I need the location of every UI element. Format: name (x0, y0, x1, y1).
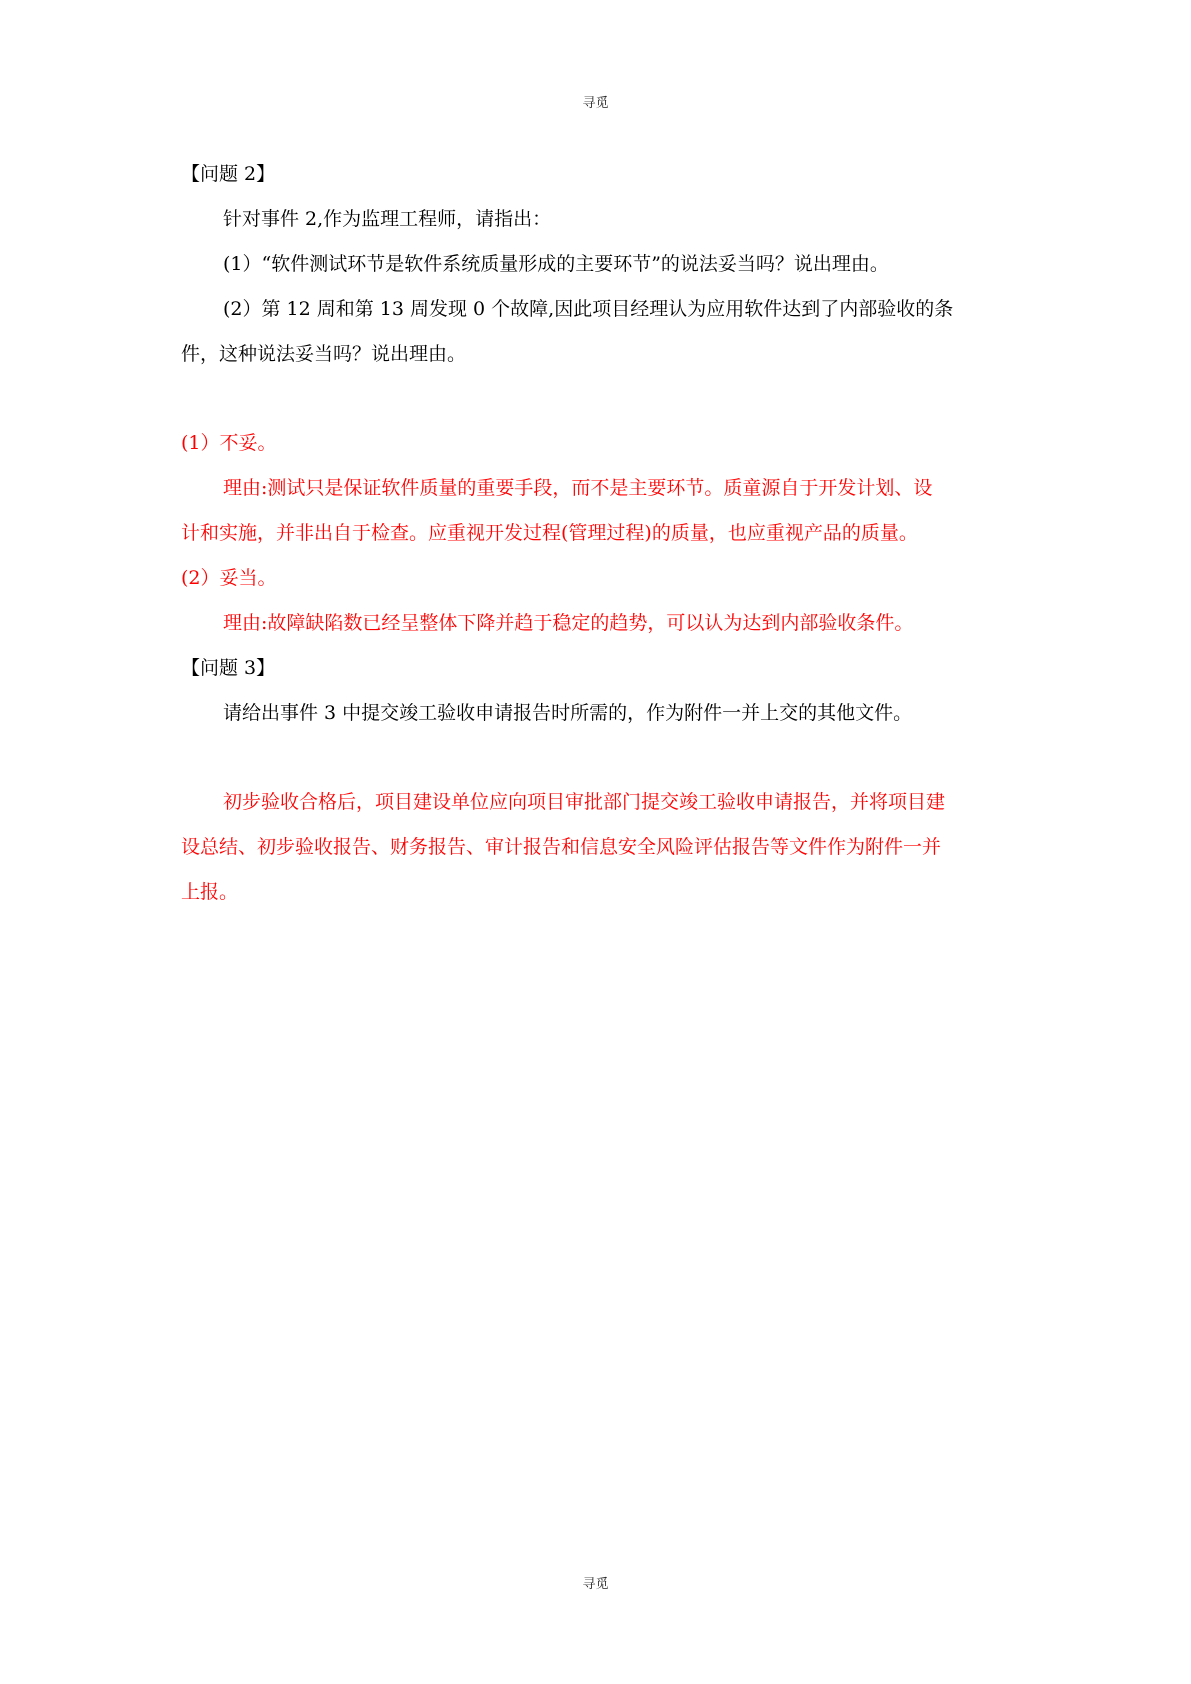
question-3-heading: 【问题 3】 (181, 657, 276, 679)
answer-3-section (181, 780, 1011, 915)
answer-3-line-1: 初步验收合格后，项目建设单位应向项目审批部门提交竣工验收申请报告，并将项目建 (223, 791, 946, 813)
answer-3-line-3: 上报。 (181, 881, 239, 903)
question-2-intro: 针对事件 2,作为监理工程师，请指出： (223, 208, 552, 230)
question-3-section (181, 646, 1011, 736)
page-footer: 寻觅 (582, 1577, 609, 1592)
question-2-item-2-line-1: (2）第 12 周和第 13 周发现 0 个故障,因此项目经理认为应用软件达到了内部验收的条 (223, 298, 954, 320)
question-2-heading: 【问题 2】 (181, 163, 276, 185)
question-2-section (181, 152, 1011, 377)
answer-2-reason-1-line-1: 理由:测试只是保证软件质量的重要手段，而不是主要环节。质童源自于开发计划、设 (223, 477, 933, 499)
page-header: 寻觅 (582, 96, 609, 111)
answer-2-section (181, 421, 1011, 646)
answer-2-reason-1-line-2: 计和实施，并非出自于检查。应重视开发过程(管理过程)的质量，也应重视产品的质量。 (181, 522, 918, 544)
question-2-item-2-line-2: 件，这种说法妥当吗？说出理由。 (181, 343, 467, 365)
answer-3-line-2: 设总结、初步验收报告、财务报告、审计报告和信息安全风险评估报告等文件作为附件一并 (181, 836, 942, 858)
answer-2-reason-2: 理由:故障缺陷数已经呈整体下降并趋于稳定的趋势，可以认为达到内部验收条件。 (223, 612, 914, 634)
answer-2-item-2: (2）妥当。 (181, 567, 277, 589)
spacer (181, 736, 1011, 780)
document-body (181, 152, 1011, 915)
question-2-item-1: (1）“软件测试环节是软件系统质量形成的主要环节”的说法妥当吗？说出理由。 (223, 253, 889, 275)
question-3-intro: 请给出事件 3 中提交竣工验收申请报告时所需的，作为附件一并上交的其他文件。 (223, 702, 913, 724)
answer-2-item-1: (1）不妥。 (181, 432, 277, 454)
spacer (181, 377, 1011, 421)
